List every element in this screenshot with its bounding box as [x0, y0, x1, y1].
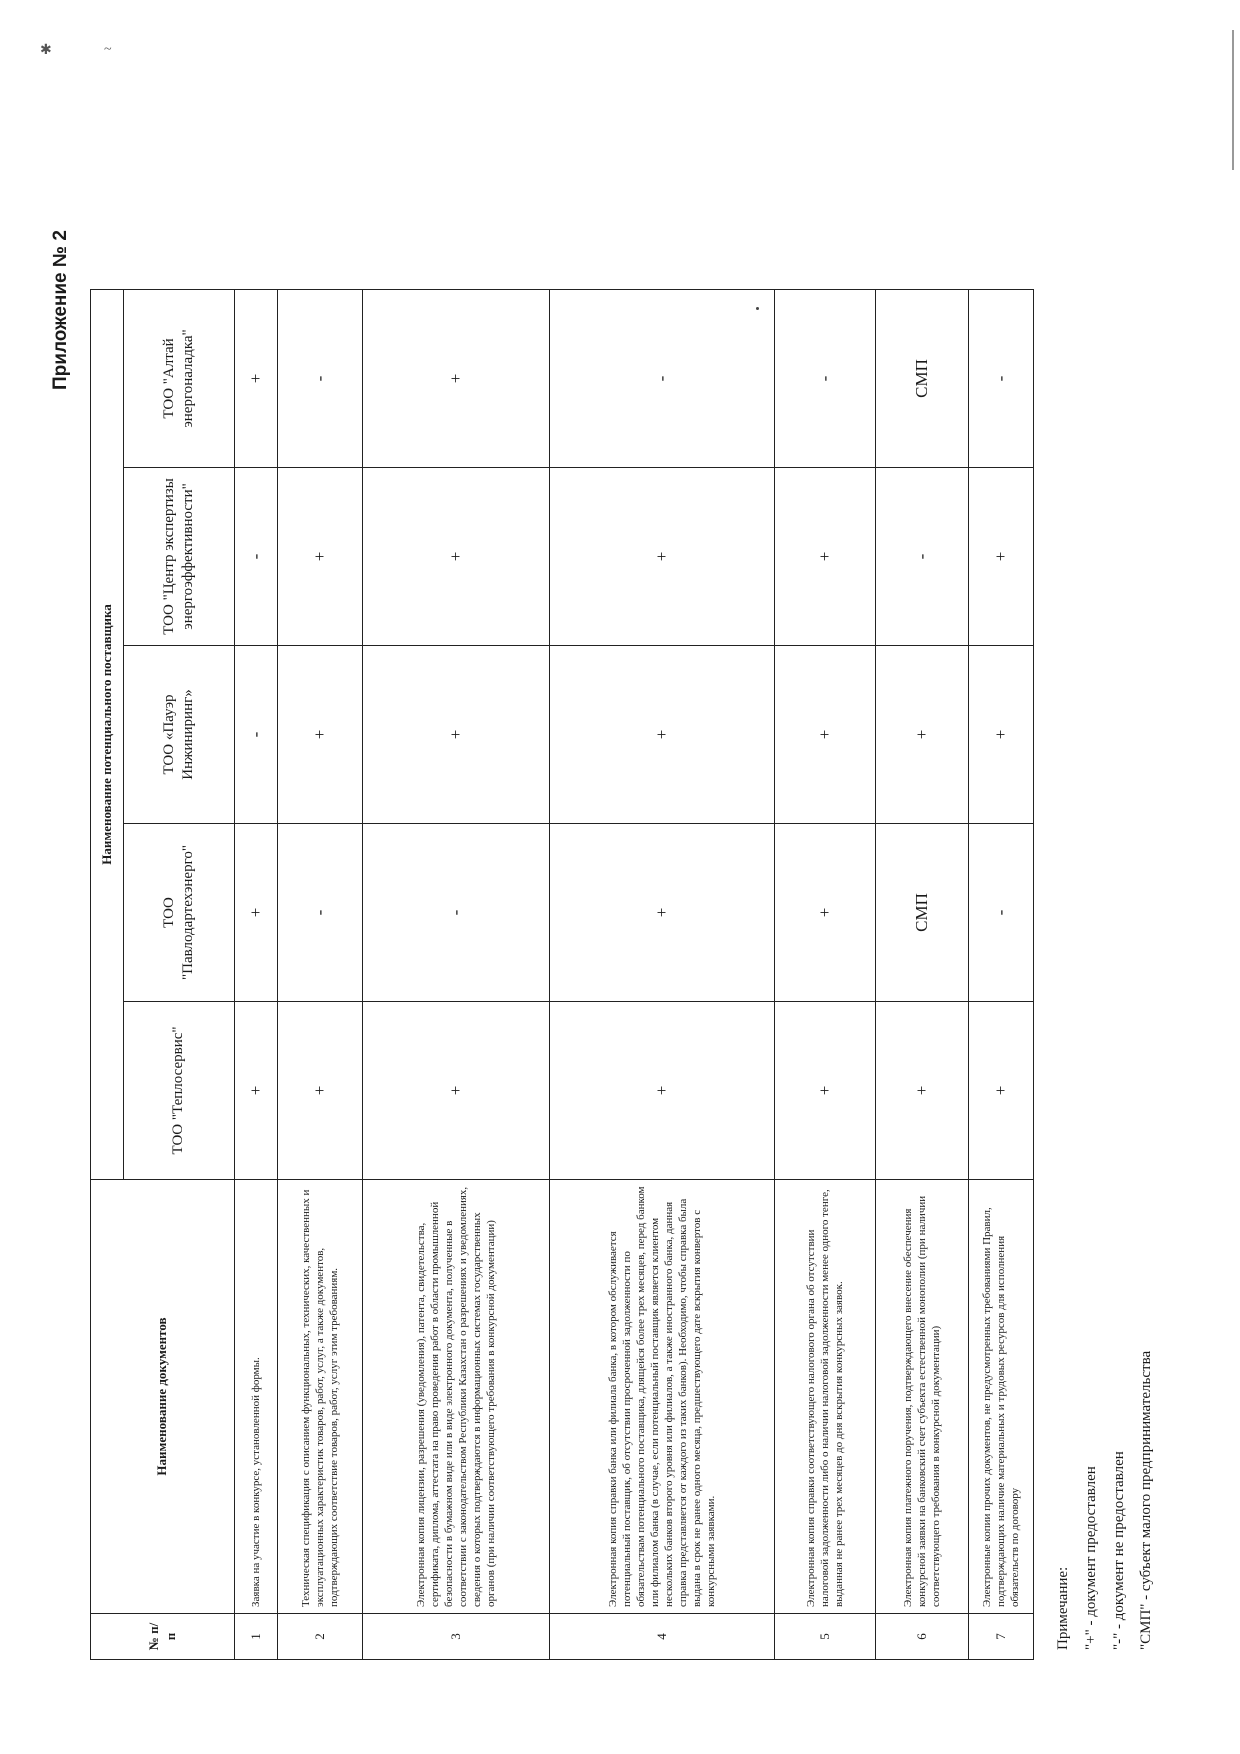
status-mark: +: [775, 824, 876, 1002]
scan-mark-left: ✱: [40, 43, 52, 58]
status-mark: +: [876, 646, 969, 824]
status-mark: -: [278, 289, 363, 467]
document-name: Электронная копия справки банка или филиала банка, в котором обслуживается потенциальный поставщик, об отсутствии просроченной задолженности по обязательствам потенциального поставщика, длящейся более трех месяцев, перед банком или филиалом банка (в случае, если потенциальный поставщик является клиентом нескольких банков второго уровня или филиалов, а также иностранного банка, данная справка представляется от каждого из таких банков). Необходимо, чтобы справка была выдана в срок не ранее одного месяца, предшествующего дате вскрытия конвертов с конкурсными заявками.: [550, 1180, 775, 1614]
notes-title: Примечание:: [1055, 1566, 1071, 1650]
table-row: [550, 289, 775, 1659]
table-row: [969, 289, 1034, 1659]
status-mark: +: [876, 1002, 969, 1180]
status-mark: СМП: [876, 289, 969, 467]
note-item: "+" - документ предоставлен: [1082, 1466, 1099, 1650]
header-num: № п/п: [91, 1614, 235, 1660]
row-number: 1: [235, 1614, 278, 1660]
status-mark: +: [969, 468, 1034, 646]
table-row: [363, 289, 550, 1659]
status-mark: +: [550, 646, 775, 824]
status-mark: СМП: [876, 824, 969, 1002]
status-mark: +: [775, 1002, 876, 1180]
status-mark: -: [775, 289, 876, 467]
status-mark: +: [363, 289, 550, 467]
status-mark: +: [363, 646, 550, 824]
status-mark: -: [235, 646, 278, 824]
appendix-title: Приложение № 2: [50, 230, 71, 390]
status-mark: +: [969, 1002, 1034, 1180]
table-row: [775, 289, 876, 1659]
status-mark: -: [876, 468, 969, 646]
status-mark: -: [969, 824, 1034, 1002]
status-mark: -: [550, 289, 775, 467]
supplier-header: ТОО "Центр экспертизы энергоэффективности": [124, 468, 235, 646]
supplier-header: ТОО "Павлодартехэнерго": [124, 824, 235, 1002]
header-suppliers: Наименование потенциального поставщика: [91, 289, 124, 1179]
documents-table: [90, 289, 1034, 1660]
status-mark: +: [235, 289, 278, 467]
status-mark: +: [550, 1002, 775, 1180]
status-mark: -: [969, 289, 1034, 467]
status-mark: +: [278, 646, 363, 824]
supplier-header: ТОО "Теплосервис": [124, 1002, 235, 1180]
note-item: "СМП" - субъект малого предпринимательства: [1138, 1350, 1155, 1650]
status-mark: +: [363, 468, 550, 646]
status-mark: +: [278, 1002, 363, 1180]
document-name: Электронные копии прочих документов, не предусмотренных требованиями Правил, подтверждающих наличие материальных и трудовых ресурсов для исполнения обязательств по договору: [969, 1180, 1034, 1614]
table-row: [278, 289, 363, 1659]
status-mark: +: [969, 646, 1034, 824]
document-name: Техническая спецификация с описанием функциональных, технических, качественных и эксплуатационных характеристик товаров, работ, услуг, а также документов, подтверждающих соответствие товаров, работ, услуг этим требованиям.: [278, 1180, 363, 1614]
rotated-document-page: [50, 30, 1155, 1710]
table-row: [235, 289, 278, 1659]
row-number: 5: [775, 1614, 876, 1660]
row-number: 7: [969, 1614, 1034, 1660]
status-mark: -: [278, 824, 363, 1002]
header-doc: Наименование документов: [91, 1180, 235, 1614]
status-mark: +: [775, 468, 876, 646]
document-name: Электронная копия лицензии, разрешения (уведомления), патента, свидетельства, сертификата, диплома, аттестата на право проведения работ в области промышленной безопасности в бумажном виде или в виде электронного документа, полученные в соответствии с законодательством Республики Казахстан о разрешениях и уведомлениях, сведения о которых подтверждаются в информационных системах государственных органов (при наличии соответствующего требования в конкурсной документации): [363, 1180, 550, 1614]
row-number: 2: [278, 1614, 363, 1660]
status-mark: -: [235, 468, 278, 646]
document-name: Электронная копия справки соответствующего налогового органа об отсутствии налоговой задолженности либо о наличии налоговой задолженности менее одного тенге, выданная не ранее трех месяцев до дня вскрытия конкурсных заявок.: [775, 1180, 876, 1614]
status-mark: +: [235, 824, 278, 1002]
scan-mark-right: ~: [104, 42, 112, 57]
notes-section: [1050, 1351, 1161, 1650]
status-mark: +: [363, 1002, 550, 1180]
document-name: Заявка на участие в конкурсе, установленной формы.: [235, 1180, 278, 1614]
status-mark: +: [550, 824, 775, 1002]
status-mark: -: [363, 824, 550, 1002]
document-name: Электронная копия платежного поручения, подтверждающего внесение обеспечения конкурсной заявки на банковский счет субъекта естественной монополии (при наличии соответствующего требования в конкурсной документации): [876, 1180, 969, 1614]
supplier-header: ТОО «Пауэр Инжиниринг»: [124, 646, 235, 824]
status-mark: +: [278, 468, 363, 646]
row-number: 3: [363, 1614, 550, 1660]
status-mark: +: [235, 1002, 278, 1180]
scan-edge-line: [1232, 30, 1234, 170]
row-number: 4: [550, 1614, 775, 1660]
row-number: 6: [876, 1614, 969, 1660]
status-mark: +: [550, 468, 775, 646]
status-mark: +: [775, 646, 876, 824]
supplier-header: ТОО "Алтай энергоналадка": [124, 289, 235, 467]
table-row: [876, 289, 969, 1659]
note-item: "-" - документ не предоставлен: [1110, 1451, 1127, 1650]
